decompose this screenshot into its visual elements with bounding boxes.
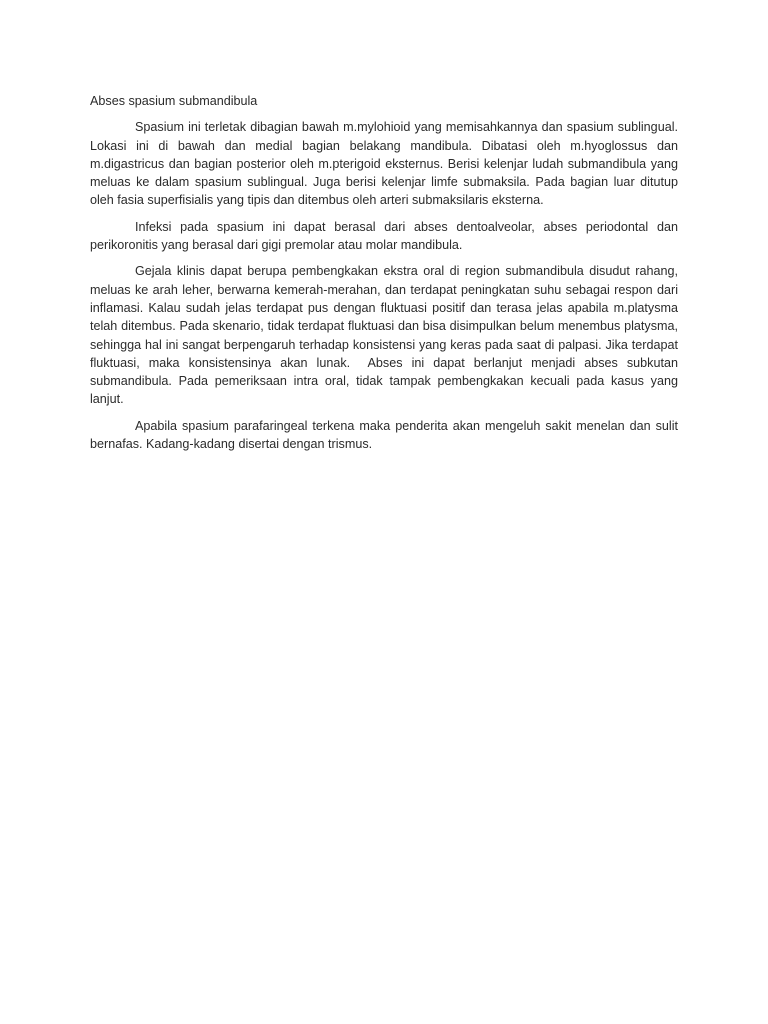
document-body (90, 92, 682, 461)
paragraph-parapharyngeal: Apabila spasium parafaringeal terkena maka penderita akan mengeluh sakit menelan dan sulit bernafas. Kadang-kadang disertai dengan trismus. (90, 418, 682, 452)
paragraph-anatomy: Spasium ini terletak dibagian bawah m.mylohioid yang memisahkannya dan spasium sublingual. Lokasi ini di bawah dan medial bagian belakang mandibula. Dibatasi oleh m.hyoglossus dan m.digastricus dan bagian posterior oleh m.pterigoid eksternus. Berisi kelenjar ludah submandibula yang meluas ke dalam spasium sublingual. Juga berisi kelenjar limfe submaksila. Pada bagian luar ditutup oleh fasia superfisialis yang tipis dan ditembus oleh arteri submaksilaris eksterna. (90, 120, 682, 208)
paragraph-infection-source: Infeksi pada spasium ini dapat berasal dari abses dentoalveolar, abses periodontal dan perikoronitis yang berasal dari gigi premolar atau molar mandibula. (90, 219, 682, 253)
document-title: Abses spasium submandibula (90, 94, 258, 108)
paragraph-clinical-symptoms: Gejala klinis dapat berupa pembengkakan ekstra oral di region submandibula disudut rahang, meluas ke arah leher, berwarna kemerah-merahan, dan terdapat peningkatan suhu sebagai respon dari inflamasi. Kalau sudah jelas terdapat pus dengan fluktuasi positif dan terasa jelas apabila m.platysma telah ditembus. Pada skenario, tidak terdapat fluktuasi dan bisa disimpulkan belum menembus platysma, sehingga hal ini sangat berpengaruh terhadap konsistensi yang keras pada saat di palpasi. Jika terdapat fluktuasi, maka konsistensinya akan lunak. Abses ini dapat berlanjut menjadi abses subkutan submandibula. Pada pemeriksaan intra oral, tidak tampak pembengkakan kecuali pada kasus yang lanjut. (90, 264, 682, 407)
